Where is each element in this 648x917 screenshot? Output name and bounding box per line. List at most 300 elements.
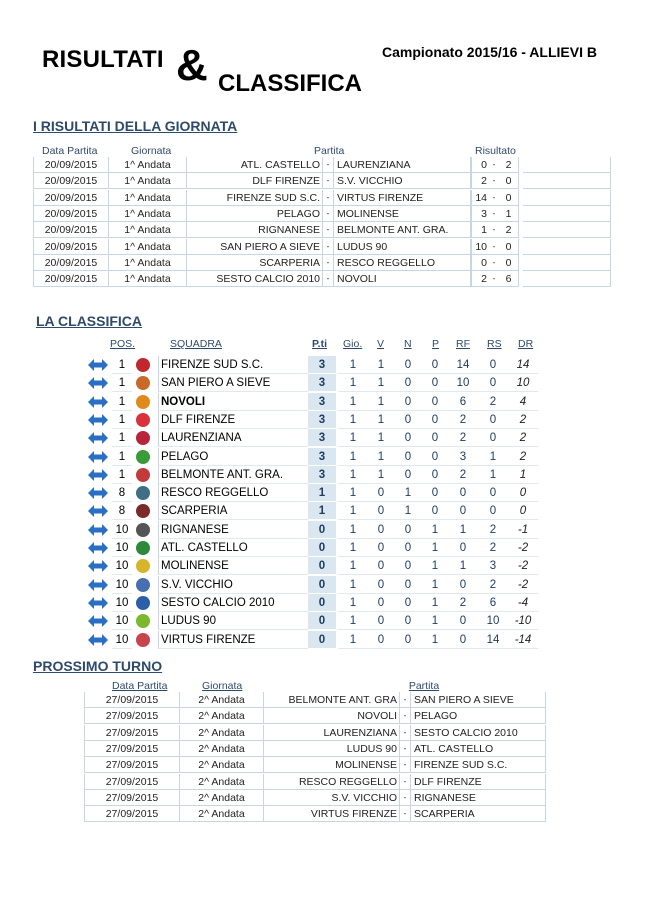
standings-team: RESCO REGGELLO — [158, 484, 308, 502]
results-header-round: Giornata — [131, 145, 172, 157]
standings-rf: 2 — [448, 429, 478, 447]
left-right-arrow-icon — [88, 486, 108, 500]
next-header-round: Giornata — [202, 680, 243, 692]
result-date: 20/09/2015 — [33, 157, 109, 173]
standings-v: 1 — [368, 429, 394, 447]
result-away-goals: 0 — [499, 190, 519, 206]
standings-rf: 0 — [448, 502, 478, 520]
standings-section-title: LA CLASSIFICA — [36, 313, 143, 329]
standings-rs: 6 — [478, 594, 508, 612]
standings-p: 0 — [422, 429, 448, 447]
standings-team: FIRENZE SUD S.C. — [158, 356, 308, 374]
results-header-result: Risultato — [475, 145, 516, 157]
team-crest-icon — [136, 578, 150, 592]
result-spacer — [523, 157, 611, 173]
standings-header-gio: Gio. — [343, 338, 363, 350]
standings-rs: 0 — [478, 411, 508, 429]
standings-points: 0 — [308, 539, 336, 557]
result-home-goals: 0 — [471, 255, 489, 271]
next-round: 2^ Andata — [180, 790, 264, 806]
result-home-goals: 2 — [471, 173, 489, 189]
standings-n: 0 — [394, 429, 422, 447]
result-away-team: RESCO REGGELLO — [333, 255, 471, 271]
standings-dr: 0 — [508, 502, 538, 520]
standings-row — [88, 484, 538, 502]
standings-rf: 3 — [448, 448, 478, 466]
standings-gio: 1 — [338, 521, 368, 539]
standings-rs: 0 — [478, 356, 508, 374]
result-home-team: PELAGO — [187, 206, 323, 222]
standings-points: 0 — [308, 594, 336, 612]
standings-header-pos: POS. — [110, 338, 136, 350]
next-round-section-title: PROSSIMO TURNO — [33, 658, 163, 674]
standings-gio: 1 — [338, 374, 368, 392]
result-separator: - — [323, 271, 333, 287]
results-section-title: I RISULTATI DELLA GIORNATA — [33, 118, 238, 134]
next-separator: - — [400, 708, 410, 724]
next-home-team: VIRTUS FIRENZE — [264, 806, 400, 822]
result-separator: - — [323, 255, 333, 271]
standings-pos: 10 — [112, 521, 132, 539]
standings-row — [88, 539, 538, 557]
next-header-date: Data Partita — [112, 680, 168, 692]
standings-n: 0 — [394, 594, 422, 612]
result-separator: - — [323, 222, 333, 238]
standings-rf: 0 — [448, 539, 478, 557]
standings-pos: 1 — [112, 393, 132, 411]
standings-header-rs: RS — [487, 338, 502, 350]
standings-rs: 14 — [478, 631, 508, 649]
standings-gio: 1 — [338, 429, 368, 447]
standings-pos: 8 — [112, 502, 132, 520]
team-crest-icon — [136, 450, 150, 464]
next-separator: - — [400, 692, 410, 708]
team-crest-icon — [136, 395, 150, 409]
left-right-arrow-icon — [88, 578, 108, 592]
next-round: 2^ Andata — [180, 708, 264, 724]
standings-rs: 0 — [478, 502, 508, 520]
standings-dr: -4 — [508, 594, 538, 612]
result-dash: - — [489, 255, 499, 271]
result-spacer — [523, 239, 611, 255]
standings-points: 3 — [308, 429, 336, 447]
next-home-team: LUDUS 90 — [264, 741, 400, 757]
next-separator: - — [400, 741, 410, 757]
result-home-team: SCARPERIA — [187, 255, 323, 271]
standings-gio: 1 — [338, 466, 368, 484]
standings-gio: 1 — [338, 448, 368, 466]
standings-pos: 1 — [112, 429, 132, 447]
standings-points: 0 — [308, 612, 336, 630]
result-row — [33, 157, 613, 173]
next-date: 27/09/2015 — [84, 708, 180, 724]
standings-header-n: N — [404, 338, 412, 350]
standings-row — [88, 631, 538, 649]
standings-gio: 1 — [338, 484, 368, 502]
result-away-team: VIRTUS FIRENZE — [333, 190, 471, 206]
next-match-row — [84, 790, 547, 806]
team-crest-icon — [136, 486, 150, 500]
next-round: 2^ Andata — [180, 692, 264, 708]
result-round: 1^ Andata — [109, 222, 187, 238]
standings-rs: 2 — [478, 393, 508, 411]
standings-pos: 10 — [112, 576, 132, 594]
standings-n: 0 — [394, 631, 422, 649]
result-away-goals: 2 — [499, 157, 519, 173]
standings-team: VIRTUS FIRENZE — [158, 631, 308, 649]
next-away-team: ATL. CASTELLO — [410, 741, 546, 757]
left-right-arrow-icon — [88, 450, 108, 464]
left-right-arrow-icon — [88, 614, 108, 628]
next-away-team: SCARPERIA — [410, 806, 546, 822]
standings-dr: 4 — [508, 393, 538, 411]
standings-p: 1 — [422, 594, 448, 612]
result-home-goals: 10 — [471, 239, 489, 255]
result-dash: - — [489, 271, 499, 287]
result-spacer — [523, 222, 611, 238]
next-separator: - — [400, 774, 410, 790]
result-date: 20/09/2015 — [33, 173, 109, 189]
result-home-team: DLF FIRENZE — [187, 173, 323, 189]
next-match-row — [84, 806, 547, 822]
standings-row — [88, 594, 538, 612]
result-round: 1^ Andata — [109, 190, 187, 206]
standings-pos: 8 — [112, 484, 132, 502]
result-spacer — [523, 173, 611, 189]
standings-n: 1 — [394, 484, 422, 502]
standings-p: 0 — [422, 393, 448, 411]
next-separator: - — [400, 757, 410, 773]
standings-header-dr: DR — [518, 338, 534, 350]
standings-team: SAN PIERO A SIEVE — [158, 374, 308, 392]
next-round: 2^ Andata — [180, 774, 264, 790]
standings-gio: 1 — [338, 557, 368, 575]
standings-header-pts: P.ti — [312, 338, 327, 350]
result-away-goals: 0 — [499, 173, 519, 189]
next-round: 2^ Andata — [180, 725, 264, 741]
standings-team: NOVOLI — [158, 393, 308, 411]
left-right-arrow-icon — [88, 431, 108, 445]
standings-v: 0 — [368, 521, 394, 539]
result-away-team: LUDUS 90 — [333, 239, 471, 255]
standings-v: 1 — [368, 393, 394, 411]
result-away-team: MOLINENSE — [333, 206, 471, 222]
standings-n: 0 — [394, 576, 422, 594]
result-round: 1^ Andata — [109, 206, 187, 222]
next-away-team: RIGNANESE — [410, 790, 546, 806]
standings-team: ATL. CASTELLO — [158, 539, 308, 557]
standings-n: 0 — [394, 448, 422, 466]
standings-gio: 1 — [338, 631, 368, 649]
standings-gio: 1 — [338, 356, 368, 374]
standings-n: 0 — [394, 393, 422, 411]
standings-dr: 2 — [508, 429, 538, 447]
standings-rf: 2 — [448, 466, 478, 484]
result-date: 20/09/2015 — [33, 190, 109, 206]
standings-pos: 1 — [112, 466, 132, 484]
next-match-row — [84, 757, 547, 773]
standings-v: 0 — [368, 557, 394, 575]
result-dash: - — [489, 173, 499, 189]
team-crest-icon — [136, 523, 150, 537]
next-date: 27/09/2015 — [84, 692, 180, 708]
standings-team: SCARPERIA — [158, 502, 308, 520]
next-separator: - — [400, 725, 410, 741]
result-row — [33, 222, 613, 238]
standings-pos: 1 — [112, 356, 132, 374]
result-separator: - — [323, 190, 333, 206]
standings-points: 1 — [308, 502, 336, 520]
result-spacer — [523, 190, 611, 206]
standings-points: 0 — [308, 576, 336, 594]
standings-v: 1 — [368, 411, 394, 429]
standings-v: 1 — [368, 356, 394, 374]
standings-rs: 2 — [478, 521, 508, 539]
standings-dr: -1 — [508, 521, 538, 539]
next-date: 27/09/2015 — [84, 774, 180, 790]
result-dash: - — [489, 206, 499, 222]
left-right-arrow-icon — [88, 413, 108, 427]
standings-row — [88, 411, 538, 429]
result-spacer — [523, 206, 611, 222]
standings-v: 1 — [368, 448, 394, 466]
standings-points: 0 — [308, 557, 336, 575]
standings-rf: 2 — [448, 411, 478, 429]
team-crest-icon — [136, 358, 150, 372]
standings-dr: 14 — [508, 356, 538, 374]
standings-header-p: P — [432, 338, 440, 350]
standings-row — [88, 502, 538, 520]
standings-rf: 0 — [448, 576, 478, 594]
result-home-team: ATL. CASTELLO — [187, 157, 323, 173]
standings-pos: 10 — [112, 631, 132, 649]
next-date: 27/09/2015 — [84, 757, 180, 773]
next-away-team: DLF FIRENZE — [410, 774, 546, 790]
standings-p: 0 — [422, 466, 448, 484]
result-round: 1^ Andata — [109, 173, 187, 189]
left-right-arrow-icon — [88, 395, 108, 409]
standings-pos: 10 — [112, 594, 132, 612]
standings-team: PELAGO — [158, 448, 308, 466]
result-date: 20/09/2015 — [33, 271, 109, 287]
next-home-team: MOLINENSE — [264, 757, 400, 773]
standings-dr: -2 — [508, 557, 538, 575]
next-match-row — [84, 725, 547, 741]
standings-pos: 1 — [112, 448, 132, 466]
results-header-date: Data Partita — [42, 145, 98, 157]
standings-p: 1 — [422, 521, 448, 539]
standings-p: 0 — [422, 374, 448, 392]
standings-team: DLF FIRENZE — [158, 411, 308, 429]
next-home-team: RESCO REGGELLO — [264, 774, 400, 790]
standings-gio: 1 — [338, 393, 368, 411]
standings-rs: 0 — [478, 429, 508, 447]
next-date: 27/09/2015 — [84, 725, 180, 741]
team-crest-icon — [136, 614, 150, 628]
next-match-row — [84, 741, 547, 757]
team-crest-icon — [136, 431, 150, 445]
standings-n: 0 — [394, 612, 422, 630]
standings-header-rf: RF — [456, 338, 470, 350]
title-ampersand: & — [176, 41, 208, 90]
standings-p: 1 — [422, 539, 448, 557]
standings-p: 1 — [422, 557, 448, 575]
standings-v: 0 — [368, 502, 394, 520]
next-away-team: SESTO CALCIO 2010 — [410, 725, 546, 741]
campionato-label: Campionato 2015/16 - ALLIEVI B — [382, 44, 597, 60]
result-spacer — [523, 255, 611, 271]
result-home-goals: 1 — [471, 222, 489, 238]
result-away-goals: 1 — [499, 206, 519, 222]
standings-row — [88, 521, 538, 539]
result-away-goals: 0 — [499, 255, 519, 271]
result-date: 20/09/2015 — [33, 222, 109, 238]
results-header-match: Partita — [314, 145, 345, 157]
result-home-team: SAN PIERO A SIEVE — [187, 239, 323, 255]
next-home-team: BELMONTE ANT. GRA — [264, 692, 400, 708]
standings-dr: -2 — [508, 539, 538, 557]
title-risultati: RISULTATI — [42, 46, 164, 73]
standings-dr: 10 — [508, 374, 538, 392]
standings-rs: 3 — [478, 557, 508, 575]
next-match-row — [84, 708, 547, 724]
next-round: 2^ Andata — [180, 806, 264, 822]
standings-pos: 10 — [112, 612, 132, 630]
standings-row — [88, 612, 538, 630]
standings-pos: 1 — [112, 374, 132, 392]
left-right-arrow-icon — [88, 633, 108, 647]
result-row — [33, 190, 613, 206]
standings-rf: 0 — [448, 612, 478, 630]
next-round: 2^ Andata — [180, 757, 264, 773]
next-round: 2^ Andata — [180, 741, 264, 757]
next-date: 27/09/2015 — [84, 790, 180, 806]
left-right-arrow-icon — [88, 358, 108, 372]
standings-row — [88, 576, 538, 594]
standings-team: LUDUS 90 — [158, 612, 308, 630]
result-dash: - — [489, 190, 499, 206]
result-round: 1^ Andata — [109, 157, 187, 173]
standings-gio: 1 — [338, 576, 368, 594]
standings-team: S.V. VICCHIO — [158, 576, 308, 594]
result-dash: - — [489, 239, 499, 255]
standings-v: 1 — [368, 466, 394, 484]
result-row — [33, 255, 613, 271]
standings-header-team: SQUADRA — [170, 338, 222, 350]
next-home-team: LAURENZIANA — [264, 725, 400, 741]
standings-points: 0 — [308, 631, 336, 649]
result-round: 1^ Andata — [109, 255, 187, 271]
team-crest-icon — [136, 633, 150, 647]
standings-team: RIGNANESE — [158, 521, 308, 539]
team-crest-icon — [136, 596, 150, 610]
left-right-arrow-icon — [88, 559, 108, 573]
result-dash: - — [489, 222, 499, 238]
standings-rs: 0 — [478, 484, 508, 502]
result-row — [33, 173, 613, 189]
standings-rs: 2 — [478, 576, 508, 594]
standings-rf: 2 — [448, 594, 478, 612]
standings-n: 0 — [394, 374, 422, 392]
result-away-goals: 2 — [499, 222, 519, 238]
standings-p: 0 — [422, 448, 448, 466]
standings-p: 1 — [422, 631, 448, 649]
result-separator: - — [323, 157, 333, 173]
standings-rs: 1 — [478, 466, 508, 484]
next-match-row — [84, 774, 547, 790]
standings-v: 1 — [368, 374, 394, 392]
result-home-goals: 2 — [471, 271, 489, 287]
team-crest-icon — [136, 468, 150, 482]
standings-p: 1 — [422, 576, 448, 594]
standings-p: 0 — [422, 502, 448, 520]
result-spacer — [523, 271, 611, 287]
standings-v: 0 — [368, 612, 394, 630]
standings-rf: 10 — [448, 374, 478, 392]
result-away-team: LAURENZIANA — [333, 157, 471, 173]
standings-n: 1 — [394, 502, 422, 520]
result-separator: - — [323, 206, 333, 222]
next-away-team: FIRENZE SUD S.C. — [410, 757, 546, 773]
next-match-row — [84, 692, 547, 708]
next-away-team: SAN PIERO A SIEVE — [410, 692, 546, 708]
standings-rf: 1 — [448, 521, 478, 539]
result-row — [33, 239, 613, 255]
result-row — [33, 206, 613, 222]
left-right-arrow-icon — [88, 541, 108, 555]
next-date: 27/09/2015 — [84, 741, 180, 757]
standings-rf: 0 — [448, 484, 478, 502]
standings-points: 1 — [308, 484, 336, 502]
standings-n: 0 — [394, 466, 422, 484]
standings-p: 0 — [422, 356, 448, 374]
standings-team: LAURENZIANA — [158, 429, 308, 447]
standings-p: 1 — [422, 612, 448, 630]
team-crest-icon — [136, 413, 150, 427]
standings-gio: 1 — [338, 411, 368, 429]
result-away-goals: 0 — [499, 239, 519, 255]
standings-dr: -10 — [508, 612, 538, 630]
result-date: 20/09/2015 — [33, 239, 109, 255]
team-crest-icon — [136, 559, 150, 573]
result-round: 1^ Andata — [109, 239, 187, 255]
standings-points: 3 — [308, 448, 336, 466]
left-right-arrow-icon — [88, 376, 108, 390]
standings-dr: -2 — [508, 576, 538, 594]
result-away-team: BELMONTE ANT. GRA. — [333, 222, 471, 238]
team-crest-icon — [136, 541, 150, 555]
next-header-match: Partita — [408, 680, 440, 692]
standings-row — [88, 557, 538, 575]
result-separator: - — [323, 239, 333, 255]
standings-row — [88, 356, 538, 374]
standings-v: 0 — [368, 631, 394, 649]
next-separator: - — [400, 806, 410, 822]
standings-points: 3 — [308, 411, 336, 429]
standings-rf: 14 — [448, 356, 478, 374]
standings-pos: 10 — [112, 539, 132, 557]
title-classifica: CLASSIFICA — [218, 70, 362, 97]
standings-p: 0 — [422, 484, 448, 502]
standings-points: 3 — [308, 374, 336, 392]
result-home-goals: 3 — [471, 206, 489, 222]
standings-dr: 0 — [508, 484, 538, 502]
standings-team: SESTO CALCIO 2010 — [158, 594, 308, 612]
standings-row — [88, 374, 538, 392]
result-away-goals: 6 — [499, 271, 519, 287]
left-right-arrow-icon — [88, 596, 108, 610]
result-away-team: S.V. VICCHIO — [333, 173, 471, 189]
